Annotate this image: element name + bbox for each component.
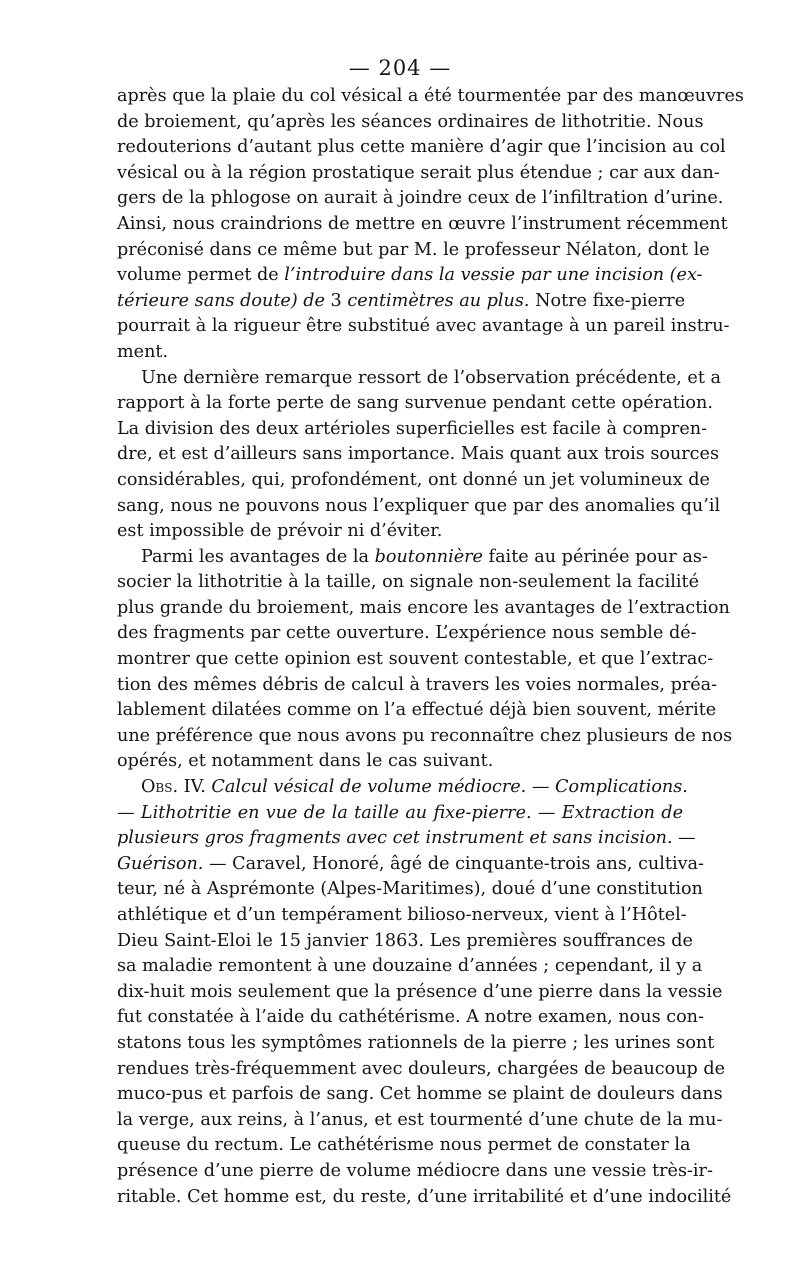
text-line <box>117 263 703 289</box>
paragraph-2 <box>117 366 722 545</box>
obs-label: Obs. <box>141 777 179 798</box>
line-text: Notre fixe-pierre <box>529 290 686 311</box>
text-line: lablement dilatées comme on l’a effectué déjà bien souvent, mérite <box>117 700 717 721</box>
italic-text: térieure sans doute) de <box>117 290 331 311</box>
obs-numeral: IV. <box>183 777 206 798</box>
text-line: ment. <box>117 341 169 362</box>
text-line: fut constatée à l’aide du cathétérisme. A notre examen, nous con- <box>117 1007 704 1028</box>
paragraph-3 <box>117 545 733 775</box>
text-line: rapport à la forte perte de sang survenue pendant cette opération. <box>117 393 713 414</box>
text-line: préconisé dans ce même but par M. le professeur Nélaton, dont le <box>117 239 710 260</box>
text-line: statons tous les symptômes rationnels de la pierre ; les urines sont <box>117 1032 715 1053</box>
text-line: considérables, qui, profondément, ont donné un jet volumineux de <box>117 469 710 490</box>
text-line: socier la lithotritie à la taille, on signale non-seulement la facilité <box>117 572 700 593</box>
text-line: est impossible de prévoir ni d’éviter. <box>117 521 443 542</box>
text-line: plus grande du broiement, mais encore les avantages de l’extraction <box>117 597 730 618</box>
line-text: — Caravel, Honoré, âgé de cinquante-trois ans, cultiva- <box>203 853 704 874</box>
text-line: La division des deux artérioles superficielles est facile à compren- <box>117 418 708 439</box>
text-line: dre, et est d’ailleurs sans importance. Mais quant aux trois sources <box>117 444 719 465</box>
text-line: montrer que cette opinion est souvent contestable, et que l’extrac- <box>117 649 714 670</box>
text-line: de broiement, qu’après les séances ordinaires de lithotritie. Nous <box>117 111 704 132</box>
observation-heading <box>117 775 688 801</box>
paragraph-1 <box>117 84 744 366</box>
text-line <box>117 289 686 315</box>
text-line: présence d’une pierre de volume médiocre dans une vessie très-ir- <box>117 1160 713 1181</box>
text-line: des fragments par cette ouverture. L’expérience nous semble dé- <box>117 623 697 644</box>
italic-text: — Lithotritie en vue de la taille au fixe-pierre. — <box>117 802 562 823</box>
text-line: une préférence que nous avons pu reconnaître chez plusieurs de nos <box>117 725 733 746</box>
text-line: Dieu Saint-Eloi le 15 janvier 1863. Les premières souffrances de <box>117 930 693 951</box>
italic-text: boutonnière <box>374 546 483 567</box>
text-line: après que la plaie du col vésical a été tourmentée par des manœuvres <box>117 86 744 106</box>
page-number: — 204 — <box>348 56 452 80</box>
text-line: teur, né à Asprémonte (Alpes-Maritimes), doué d’une constitution <box>117 879 703 900</box>
line-text: 3 <box>330 290 342 311</box>
text-line: la verge, aux reins, à l’anus, et est tourmenté d’une chute de la mu- <box>117 1109 723 1130</box>
text-line: Une dernière remarque ressort de l’observation précédente, et a <box>141 367 722 388</box>
italic-text: l’introduire dans la vessie par une incision (ex- <box>284 265 703 286</box>
text-line: sa maladie remontent à une douzaine d’années ; cependant, il y a <box>117 956 703 977</box>
line-text: Parmi les avantages de la <box>141 546 375 567</box>
text-line: rendues très-fréquemment avec douleurs, chargées de beaucoup de <box>117 1058 726 1079</box>
text-line: tion des mêmes débris de calcul à travers les voies normales, préa- <box>117 674 718 695</box>
text-line: muco-pus et parfois de sang. Cet homme se plaint de douleurs dans <box>117 1084 723 1105</box>
body-text <box>117 84 744 1210</box>
text-line: sang, nous ne pouvons nous l’expliquer que par des anomalies qu’il <box>117 495 721 516</box>
text-line: athlétique et d’un tempérament bilioso-nerveux, vient à l’Hôtel- <box>117 905 687 925</box>
text-line: opérés, et notamment dans le cas suivant. <box>117 751 494 772</box>
text-line: queuse du rectum. Le cathétérisme nous permet de constater la <box>117 1135 691 1156</box>
italic-text: Calcul vésical de volume médiocre. — Complications. <box>211 777 688 798</box>
text-line <box>117 545 708 571</box>
italic-text: Guérison. <box>117 853 204 874</box>
text-line <box>117 801 683 827</box>
text-line: dix-huit mois seulement que la présence d’une pierre dans la vessie <box>117 981 723 1002</box>
observation-iv <box>117 775 732 1210</box>
italic-text: plusieurs gros fragments avec cet instrument et sans incision. — <box>117 828 696 849</box>
line-text: faite au périnée pour as- <box>482 546 708 567</box>
text-line: vésical ou à la région prostatique serait plus étendue ; car aux dan- <box>117 162 720 183</box>
text-line: Ainsi, nous craindrions de mettre en œuvre l’instrument récemment <box>117 213 728 234</box>
text-line <box>117 852 704 878</box>
italic-text: Extraction de <box>561 802 683 823</box>
text-line <box>117 826 696 852</box>
text-line: redouterions d’autant plus cette manière d’agir que l’incision au col <box>117 137 726 158</box>
line-text: volume permet de <box>117 265 285 286</box>
text-line: ritable. Cet homme est, du reste, d’une irritabilité et d’une indocilité <box>117 1186 732 1207</box>
text-line: gers de la phlogose on aurait à joindre ceux de l’infiltration d’urine. <box>117 188 724 209</box>
italic-text: centimètres au plus. <box>341 290 530 311</box>
text-line: pourrait à la rigueur être substitué avec avantage à un pareil instru- <box>117 316 730 337</box>
